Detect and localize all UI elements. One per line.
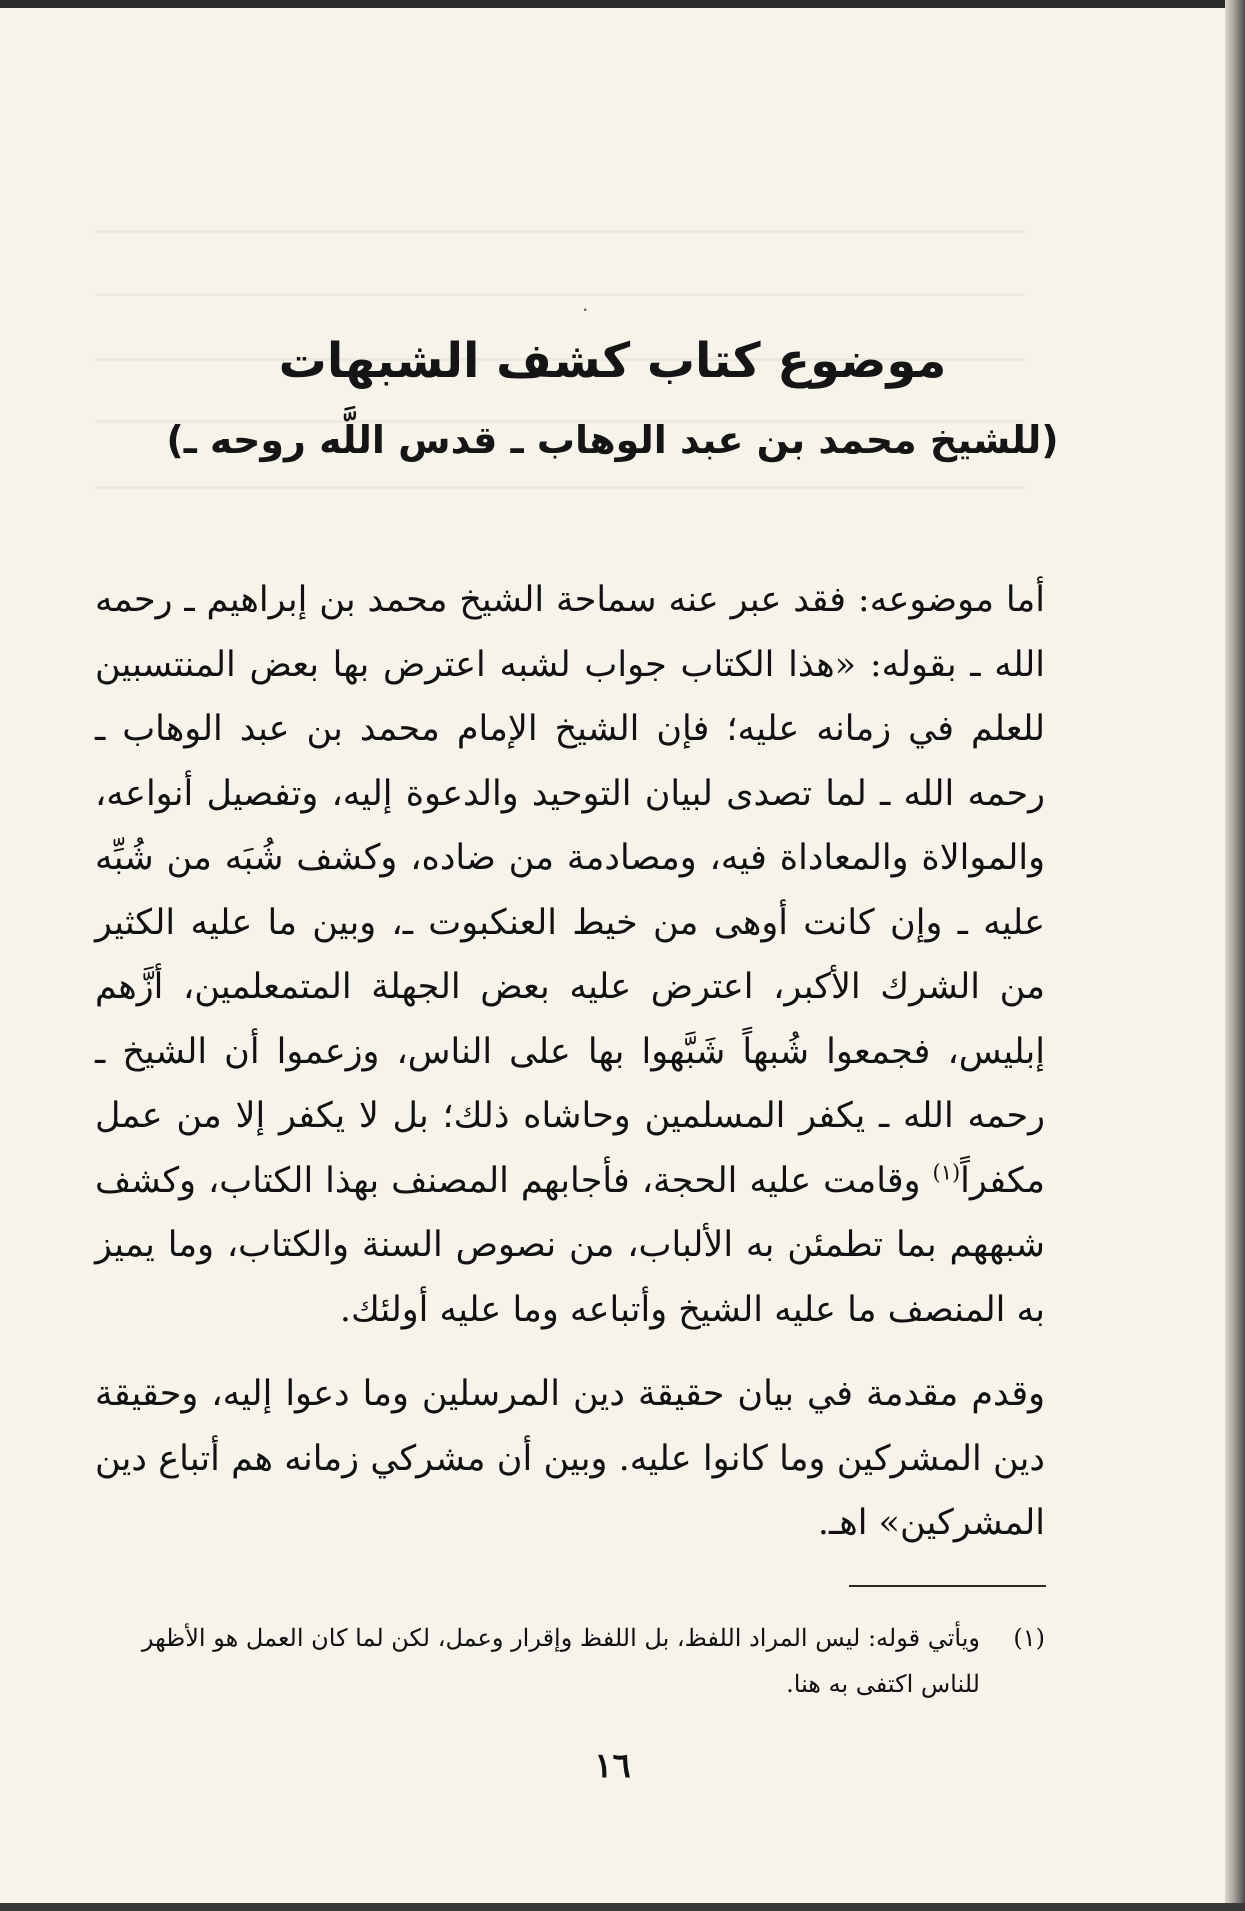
page-edge-shadow — [1225, 0, 1245, 1911]
bleed-through — [95, 486, 1025, 489]
body-text — [95, 568, 1045, 1576]
footnote-text: ويأتي قوله: ليس المراد اللفظ، بل اللفظ وإقرار وعمل، لكن لما كان العمل هو الأظهر للناس اكتفى به هنا. — [141, 1624, 980, 1698]
paragraph-1-continued: وقامت عليه الحجة، فأجابهم المصنف بهذا الكتاب، وكشف شبههم بما تطمئن به الألباب، من نصوص السنة والكتاب، وما يميز به المنصف ما عليه الشيخ وأتباعه وما عليه أولئك. — [95, 1160, 1045, 1330]
bottom-edge-shadow — [0, 1903, 1245, 1911]
footnote-number: (١) — [1013, 1624, 1045, 1652]
paragraph-1-text: أما موضوعه: فقد عبر عنه سماحة الشيخ محمد بن إبراهيم ـ رحمه الله ـ بقوله: «هذا الكتاب جواب لشبه اعترض بها بعض المنتسبين للعلم في زمانه عليه؛ فإن الشيخ الإمام محمد بن عبد الوهاب ـ رحمه الله ـ لما تصدى لبيان التوحيد والدعوة إليه، وتفصيل أنواعه، والموالاة والمعاداة فيه، ومصادمة من ضاده، وكشف شُبَه من شُبِّه عليه ـ وإن كانت أوهى من خيط العنكبوت ـ، وبين ما عليه الكثير من الشرك الأكبر، اعترض عليه بعض الجهلة المتمعلمين، أزَّهم إبليس، فجمعوا شُبهاً شَبَّهوا بها على الناس، وزعموا أن الشيخ ـ رحمه الله ـ يكفر المسلمين وحاشاه ذلك؛ بل لا يكفر إلا من عمل مكفراً — [95, 580, 1045, 1201]
bleed-through — [95, 293, 1025, 296]
footnote-divider — [849, 1585, 1046, 1587]
bleed-through — [95, 230, 1025, 233]
speck: · — [582, 298, 589, 322]
page-number: ١٦ — [594, 1746, 631, 1786]
footnote-reference: (١) — [932, 1159, 961, 1184]
footnote — [95, 1615, 1045, 1707]
paragraph-1 — [95, 568, 1045, 1342]
page-title: موضوع كتاب كشف الشبهات — [278, 333, 947, 389]
book-page — [0, 8, 1225, 1903]
paragraph-2: وقدم مقدمة في بيان حقيقة دين المرسلين وما دعوا إليه، وحقيقة دين المشركين وما كانوا عليه. وبين أن مشركي زمانه هم أتباع دين المشركين» اهـ. — [95, 1374, 1045, 1543]
page-subtitle: (للشيخ محمد بن عبد الوهاب ـ قدس اللَّه روحه ـ) — [166, 418, 1059, 462]
